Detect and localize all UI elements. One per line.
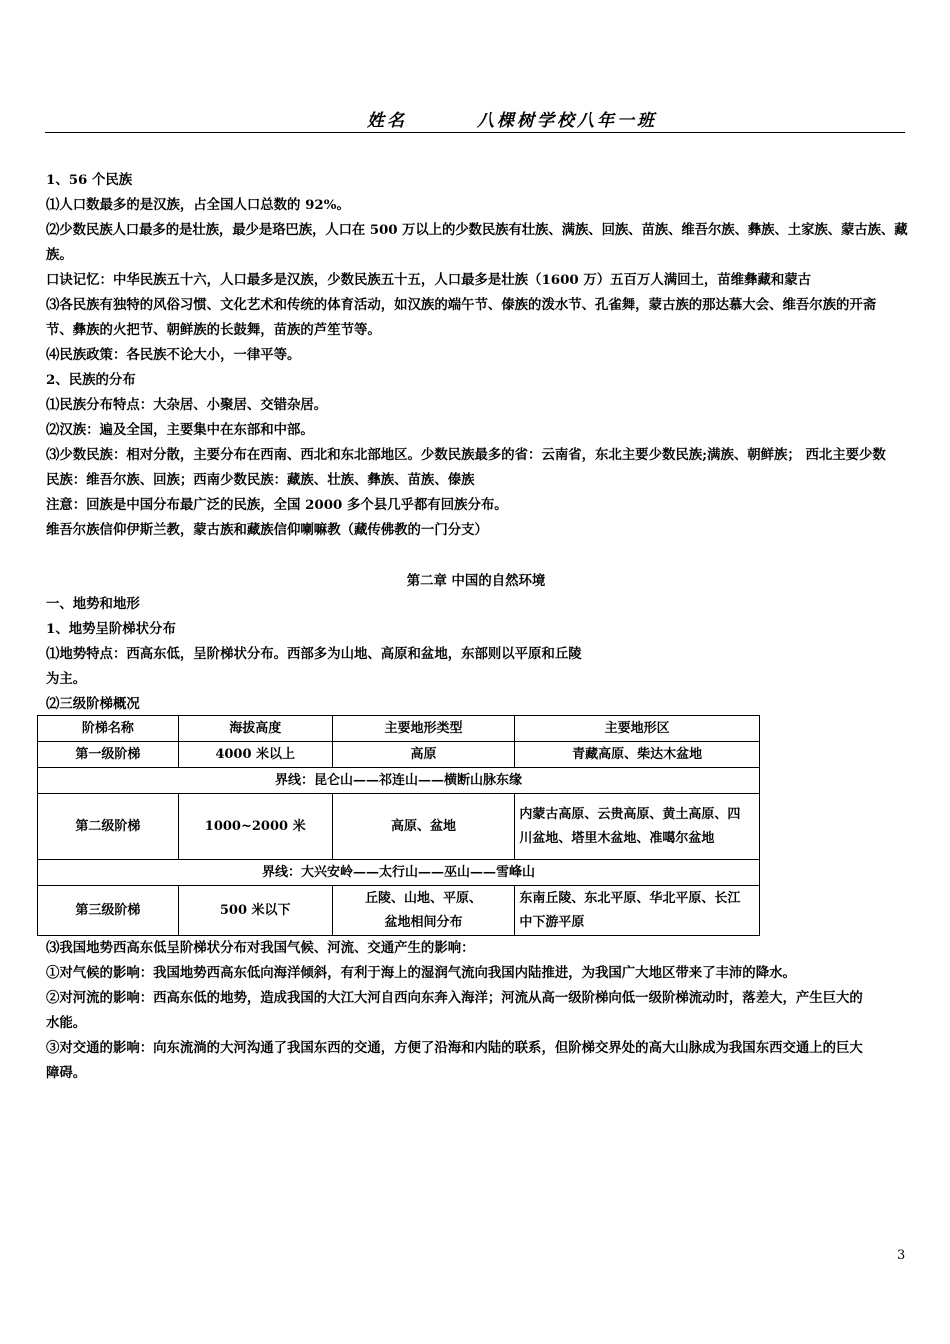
paragraph: ⑶各民族有独特的风俗习惯、文化艺术和传统的体育活动，如汉族的端午节、傣族的泼水节、孔雀舞，蒙古族的那达慕大会、维吾尔族的开斋: [46, 297, 877, 313]
paragraph: 节、彝族的火把节、朝鲜族的长鼓舞，苗族的芦笙节等。: [46, 322, 381, 338]
table-cell: 500 米以下: [178, 886, 332, 936]
table-row: [38, 794, 760, 860]
table-cell: 第三级阶梯: [38, 886, 179, 936]
table-cell: [332, 886, 515, 936]
section-title: 1、56 个民族: [46, 172, 133, 188]
page-number: 3: [897, 1248, 906, 1263]
paragraph: ①对气候的影响：我国地势西高东低向海洋倾斜，有利于海上的湿润气流向我国内陆推进，为我国广大地区带来了丰沛的降水。: [46, 965, 796, 981]
paragraph: ⑶我国地势西高东低呈阶梯状分布对我国气候、河流、交通产生的影响：: [46, 940, 475, 956]
paragraph: ⑴人口数最多的是汉族，占全国人口总数的 92%。: [46, 197, 350, 213]
paragraph: ⑵三级阶梯概况: [46, 696, 140, 712]
paragraph: 障碍。: [46, 1065, 87, 1081]
table-header-row: [38, 716, 760, 742]
table-cell: [515, 886, 760, 936]
cell-line: 丘陵、山地、平原、: [364, 890, 482, 906]
table-cell: [515, 794, 760, 860]
paragraph: ⑵汉族：遍及全国，主要集中在东部和中部。: [46, 422, 314, 438]
table-boundary-row: [38, 860, 760, 886]
terrain-steps-table: [37, 715, 760, 936]
cell-line: 中下游平原: [519, 914, 585, 930]
cell-line: 川盆地、塔里木盆地、准噶尔盆地: [519, 830, 715, 846]
table-cell: 高原、盆地: [332, 794, 515, 860]
table-header-cell: 主要地形类型: [332, 716, 515, 742]
paragraph: ⑷民族政策：各民族不论大小，一律平等。: [46, 347, 301, 363]
paragraph: ⑶少数民族：相对分散，主要分布在西南、西北和东北部地区。少数民族最多的省：云南省，东北主要少数民族;满族、朝鲜族； 西北主要少数: [46, 447, 886, 463]
table-cell: 第二级阶梯: [38, 794, 179, 860]
paragraph: 维吾尔族信仰伊斯兰教，蒙古族和藏族信仰喇嘛教（藏传佛教的一门分支）: [46, 522, 488, 538]
subsection-title: 1、地势呈阶梯状分布: [46, 621, 176, 637]
table-header-cell: 海拔高度: [178, 716, 332, 742]
table-cell: 1000~2000 米: [178, 794, 332, 860]
page-header: [45, 104, 905, 133]
table-row: [38, 742, 760, 768]
table-cell: 4000 米以上: [178, 742, 332, 768]
boundary-cell: 界线：大兴安岭——太行山——巫山——雪峰山: [38, 860, 760, 886]
table-cell: 第一级阶梯: [38, 742, 179, 768]
school-class-label: 八棵树学校八年一班: [477, 111, 657, 131]
paragraph: 族。: [46, 247, 73, 263]
cell-line: 内蒙古高原、云贵高原、黄土高原、四: [519, 806, 741, 822]
paragraph: 水能。: [46, 1015, 87, 1031]
cell-line: 东南丘陵、东北平原、华北平原、长江: [519, 890, 741, 906]
chapter-title: 第二章 中国的自然环境: [406, 573, 546, 589]
mnemonic-line: 口诀记忆：中华民族五十六，人口最多是汉族，少数民族五十五，人口最多是壮族（1600 万）五百万人满回土，苗维彝藏和蒙古: [46, 272, 812, 288]
table-header-cell: 阶梯名称: [38, 716, 179, 742]
paragraph: ②对河流的影响：西高东低的地势，造成我国的大江大河自西向东奔入海洋；河流从高一级阶梯向低一级阶梯流动时，落差大，产生巨大的: [46, 990, 863, 1006]
paragraph: ⑵少数民族人口最多的是壮族，最少是珞巴族，人口在 500 万以上的少数民族有壮族、满族、回族、苗族、维吾尔族、彝族、土家族、蒙古族、藏: [46, 222, 908, 238]
paragraph: ⑴民族分布特点：大杂居、小聚居、交错杂居。: [46, 397, 328, 413]
boundary-cell: 界线：昆仑山——祁连山——横断山脉东缘: [38, 768, 760, 794]
table-row: [38, 886, 760, 936]
cell-line: 盆地相间分布: [384, 914, 463, 930]
section-title: 2、民族的分布: [46, 372, 136, 388]
note-line: 注意：回族是中国分布最广泛的民族，全国 2000 多个县几乎都有回族分布。: [46, 497, 508, 513]
name-label: 姓名: [367, 111, 407, 131]
paragraph: 为主。: [46, 671, 87, 687]
table-boundary-row: [38, 768, 760, 794]
table-header-cell: 主要地形区: [515, 716, 760, 742]
paragraph: ⑴地势特点：西高东低，呈阶梯状分布。西部多为山地、高原和盆地，东部则以平原和丘陵: [46, 646, 582, 662]
table-cell: 高原: [332, 742, 515, 768]
paragraph: 民族：维吾尔族、回族；西南少数民族：藏族、壮族、彝族、苗族、傣族: [46, 472, 475, 488]
subsection-title: 一、地势和地形: [46, 596, 140, 612]
table-cell: 青藏高原、柴达木盆地: [515, 742, 760, 768]
paragraph: ③对交通的影响：向东流淌的大河沟通了我国东西的交通，方便了沿海和内陆的联系，但阶梯交界处的高大山脉成为我国东西交通上的巨大: [46, 1040, 863, 1056]
